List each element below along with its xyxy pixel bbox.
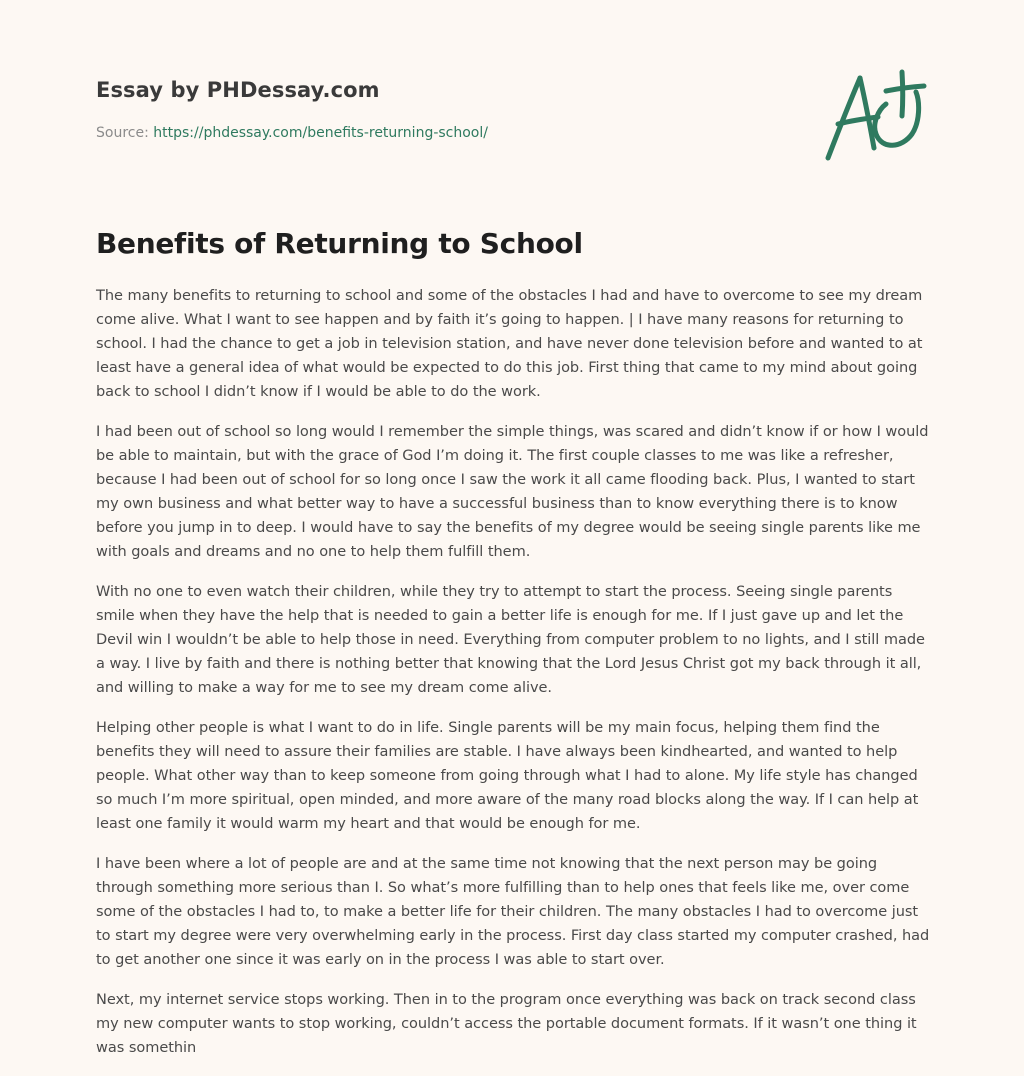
paragraph: Helping other people is what I want to do in life. Single parents will be my main focus, helping them find the benefits they will need to assure their families are stable. I have always been kindhearted, and wanted to help people. What other way than to keep someone from going through what I had to alone. My life style has changed so much I’m more spiritual, open minded, and more aware of the many road blocks along the way. If I can help at least one family it would warm my heart and that would be enough for me.	[96, 719, 919, 832]
source-line	[96, 123, 816, 143]
brand-title: Essay by PHDessay.com	[96, 78, 380, 102]
paragraph: I have been where a lot of people are and at the same time not knowing that the next person may be going through something more serious than I. So what’s more fulfilling than to help ones that feels like me, over come some of the obstacles I had to, to make a better life for their children. The many obstacles I had to overcome just to start my degree were very overwhelming early in the process. First day class started my computer crashed, had to get another one since it was early on in the process I was able to start over.	[96, 855, 930, 968]
article-body	[96, 284, 934, 1076]
paragraph: With no one to even watch their children, while they try to attempt to start the process. Seeing single parents smile when they have the help that is needed to gain a better life is enough for me. If I just gave up and let the Devil win I wouldn’t be able to help those in need. Everything from computer problem to no lights, and I still made a way. I live by faith and there is nothing better that knowing that the Lord Jesus Christ got my back through it all, and willing to make a way for me to see my dream come alive.	[96, 583, 925, 696]
page-header	[96, 74, 816, 143]
a-plus-logo-icon	[816, 64, 930, 168]
source-label: Source:	[96, 125, 154, 141]
source-link[interactable]: https://phdessay.com/benefits-returning-school/	[153, 125, 488, 141]
paragraph: I had been out of school so long would I remember the simple things, was scared and didn’t know if or how I would be able to maintain, but with the grace of God I’m doing it. The first couple classes to me was like a refresher, because I had been out of school for so long once I saw the work it all came flooding back. Plus, I wanted to start my own business and what better way to have a successful business than to know everything there is to know before you jump in to deep. I would have to say the benefits of my degree would be seeing single parents like me with goals and dreams and no one to help them fulfill them.	[96, 423, 929, 560]
paragraph: Next, my internet service stops working. Then in to the program once everything was back on track second class my new computer wants to stop working, couldn’t access the portable document formats. If it wasn’t one thing it was somethin	[96, 991, 917, 1056]
paragraph: The many benefits to returning to school and some of the obstacles I had and have to overcome to see my dream come alive. What I want to see happen and by faith it’s going to happen. | I have many reasons for returning to school. I had the chance to get a job in television station, and have never done television before and wanted to at least have a general idea of what would be expected to do this job. First thing that came to my mind about going back to school I didn’t know if I would be able to do the work.	[96, 287, 923, 400]
article-title: Benefits of Returning to School	[96, 227, 583, 260]
